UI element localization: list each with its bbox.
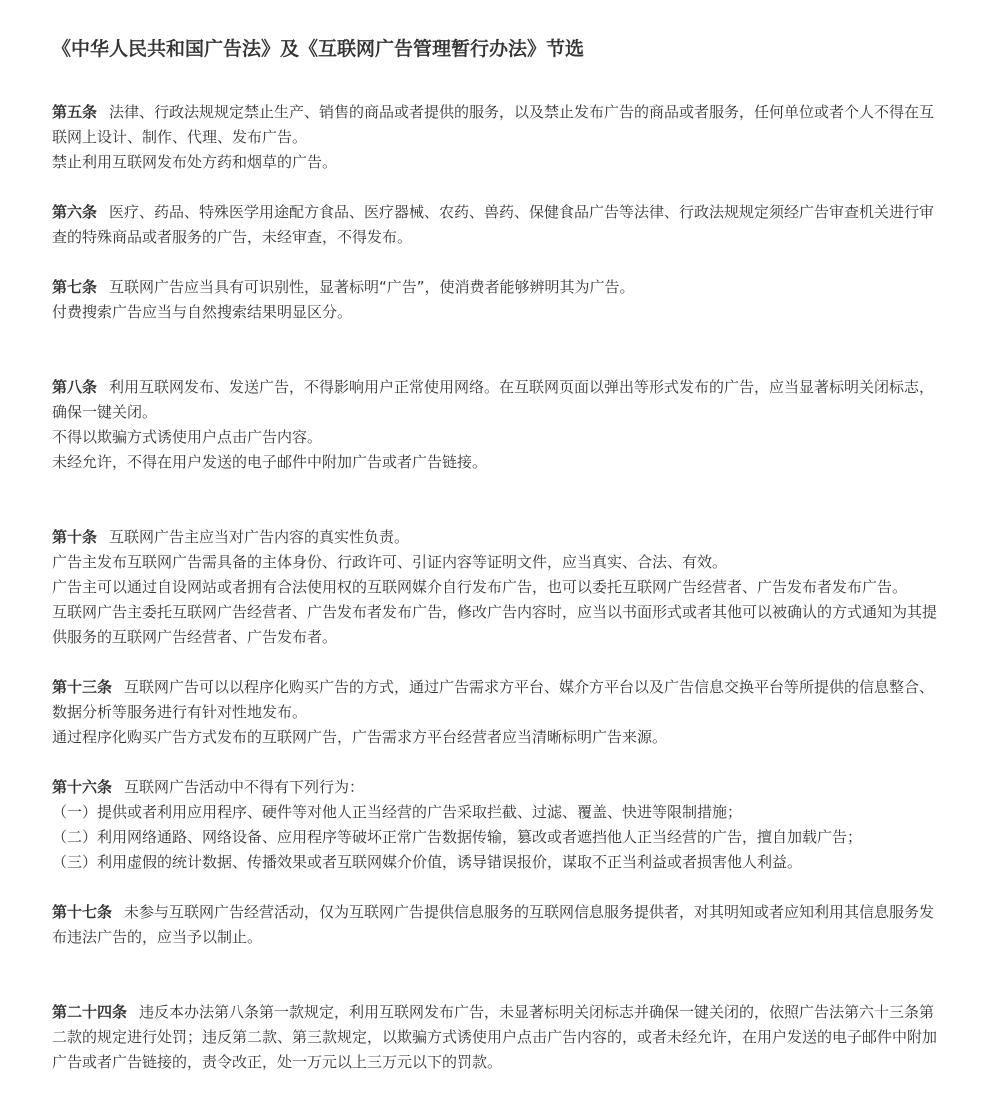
document-title: 《中华人民共和国广告法》及《互联网广告管理暂行办法》节选 [52,38,585,60]
article-lead-paragraph [52,1000,948,1075]
article-13 [52,675,948,750]
article-8 [52,375,948,475]
article-paragraph: 广告主可以通过自设网站或者拥有合法使用权的互联网媒介自行发布广告，也可以委托互联网广告经营者、广告发布者发布广告。 [52,578,908,596]
article-lead-text: 互联网广告活动中不得有下列行为： [124,778,365,796]
article-number: 第二十四条 [52,1003,128,1021]
article-lead-paragraph [52,775,948,800]
article-16 [52,775,948,875]
article-paragraph: 禁止利用互联网发布处方药和烟草的广告。 [52,153,338,171]
article-paragraph: 广告主发布互联网广告需具备的主体身份、行政许可、引证内容等证明文件，应当真实、合法、有效。 [52,553,728,571]
article-7 [52,275,948,325]
article-lead-text: 未参与互联网广告经营活动，仅为互联网广告提供信息服务的互联网信息服务提供者，对其明知或者应知利用其信息服务发布违法广告的，应当予以制止。 [52,903,935,946]
article-lead-text: 互联网广告应当具有可识别性，显著标明“广告”，使消费者能够辨明其为广告。 [109,278,635,296]
article-number: 第十七条 [52,903,113,921]
article-number: 第七条 [52,278,98,296]
article-lead-text: 法律、行政法规规定禁止生产、销售的商品或者提供的服务，以及禁止发布广告的商品或者服务，任何单位或者个人不得在互联网上设计、制作、代理、发布广告。 [52,103,935,146]
article-number: 第十六条 [52,778,113,796]
article-number: 第十三条 [52,678,113,696]
article-paragraph: 通过程序化购买广告方式发布的互联网广告，广告需求方平台经营者应当清晰标明广告来源。 [52,728,668,746]
article-10 [52,525,948,650]
article-lead-paragraph [52,275,948,300]
article-list-item: （三）利用虚假的统计数据、传播效果或者互联网媒介价值，诱导错误报价，谋取不正当利益或者损害他人利益。 [52,853,803,871]
article-number: 第五条 [52,103,98,121]
article-list-item: （一）提供或者利用应用程序、硬件等对他人正当经营的广告采取拦截、过滤、覆盖、快进等限制措施； [52,803,743,821]
article-6 [52,200,948,250]
article-lead-text: 互联网广告主应当对广告内容的真实性负责。 [109,528,410,546]
article-lead-text: 医疗、药品、特殊医学用途配方食品、医疗器械、农药、兽药、保健食品广告等法律、行政法规规定须经广告审查机关进行审查的特殊商品或者服务的广告，未经审查，不得发布。 [52,203,935,246]
article-lead-paragraph [52,200,948,250]
article-number: 第十条 [52,528,98,546]
article-list-item: （二）利用网络通路、网络设备、应用程序等破坏正常广告数据传输，篡改或者遮挡他人正当经营的广告，擅自加载广告； [52,828,863,846]
article-number: 第六条 [52,203,98,221]
article-lead-paragraph [52,525,948,550]
article-number: 第八条 [52,378,98,396]
article-lead-text: 利用互联网发布、发送广告，不得影响用户正常使用网络。在互联网页面以弹出等形式发布的广告，应当显著标明关闭标志，确保一键关闭。 [52,378,935,421]
article-lead-paragraph [52,900,948,950]
article-5 [52,100,948,175]
article-paragraph: 付费搜索广告应当与自然搜索结果明显区分。 [52,303,353,321]
article-lead-text: 违反本办法第八条第一款规定，利用互联网发布广告，未显著标明关闭标志并确保一键关闭的，依照广告法第六十三条第二款的规定进行处罚；违反第二款、第三款规定，以欺骗方式诱使用户点击广告内容的，或者未经允许，在用户发送的电子邮件中附加广告或者广告链接的，责令改正，处一万元以上三万元以下的罚款。 [52,1003,938,1071]
article-paragraph: 互联网广告主委托互联网广告经营者、广告发布者发布广告，修改广告内容时，应当以书面形式或者其他可以被确认的方式通知为其提供服务的互联网广告经营者、广告发布者。 [52,603,938,646]
article-lead-paragraph [52,375,948,425]
article-paragraph: 未经允许，不得在用户发送的电子邮件中附加广告或者广告链接。 [52,453,488,471]
article-17 [52,900,948,950]
article-lead-text: 互联网广告可以以程序化购买广告的方式，通过广告需求方平台、媒介方平台以及广告信息交换平台等所提供的信息整合、数据分析等服务进行有针对性地发布。 [52,678,935,721]
article-lead-paragraph [52,100,948,150]
article-paragraph: 不得以欺骗方式诱使用户点击广告内容。 [52,428,323,446]
article-24 [52,1000,948,1075]
article-lead-paragraph [52,675,948,725]
